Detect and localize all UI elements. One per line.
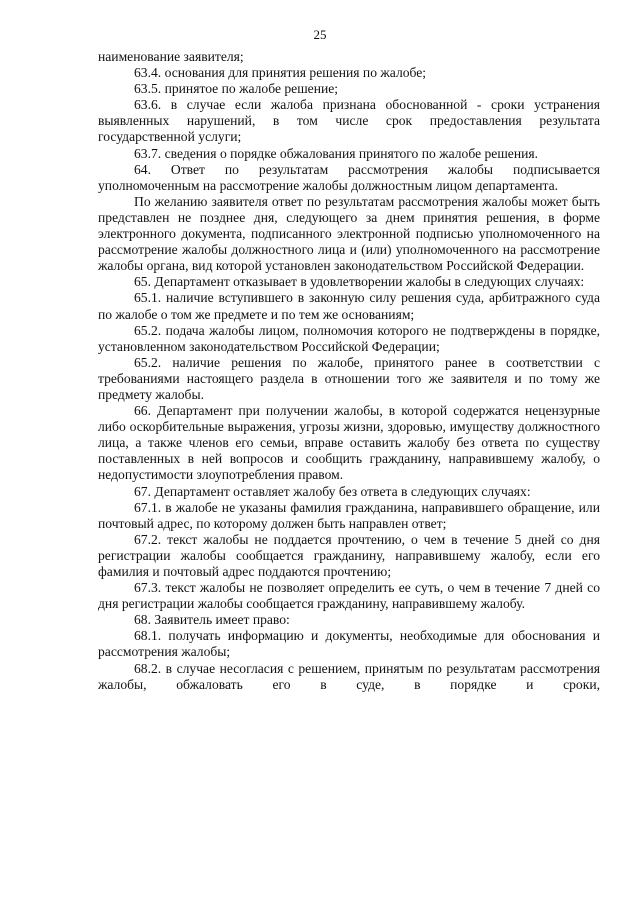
page-number: 25 <box>313 27 327 42</box>
paragraph: 67.3. текст жалобы не позволяет определить ее суть, о чем в течение 7 дней со дня регистрации жалобы сообщается гражданину, направившему жалобу. <box>98 580 600 612</box>
paragraph: 68.1. получать информацию и документы, необходимые для обоснования и рассмотрения жалобы; <box>98 628 600 660</box>
paragraph: 63.7. сведения о порядке обжалования принятого по жалобе решения. <box>134 145 539 161</box>
paragraph: 65.1. наличие вступившего в законную силу решения суда, арбитражного суда по жалобе о том же предмете и по тем же основаниям; <box>98 290 600 322</box>
paragraph: По желанию заявителя ответ по результатам рассмотрения жалобы может быть представлен не позднее дня, следующего за днем принятия решения, в форме электронного документа, подписанного электронной подписью уполномоченного на рассмотрение жалобы должностного лица и (или) уполномоченного на рассмотрение жалобы органа, вид которой установлен законодательством Российской Федерации. <box>98 193 600 274</box>
paragraph: 63.5. принятое по жалобе решение; <box>134 81 339 97</box>
document-body <box>98 49 600 693</box>
paragraph: 68. Заявитель имеет право: <box>134 612 290 628</box>
paragraph: 67.1. в жалобе не указаны фамилия гражданина, направившего обращение, или почтовый адрес, по которому должен быть направлен ответ; <box>98 499 600 531</box>
paragraph: 63.4. основания для принятия решения по жалобе; <box>134 65 427 81</box>
paragraph: 65.2. наличие решения по жалобе, принятого ранее в соответствии с требованиями настоящего раздела в отношении того же заявителя и по тому же предмету жалобы. <box>98 354 600 402</box>
paragraph: 65. Департамент отказывает в удовлетворении жалобы в следующих случаях: <box>134 274 585 290</box>
paragraph: 67.2. текст жалобы не поддается прочтению, о чем в течение 5 дней со дня регистрации жалобы сообщается гражданину, направившему жалобу, если его фамилия и почтовый адрес поддаются прочтению; <box>98 531 600 579</box>
paragraph: 67. Департамент оставляет жалобу без ответа в следующих случаях: <box>134 483 531 499</box>
paragraph: 65.2. подача жалобы лицом, полномочия которого не подтверждены в порядке, установленном законодательством Российской Федерации; <box>98 322 600 354</box>
paragraph: наименование заявителя; <box>98 49 244 64</box>
paragraph: 66. Департамент при получении жалобы, в которой содержатся нецензурные либо оскорбительные выражения, угрозы жизни, здоровью, имуществу должностного лица, а также членов его семьи, вправе оставить жалобу без ответа по существу поставленных в ней вопросов и сообщить гражданину, направившему жалобу, о недопустимости злоупотребления правом. <box>98 403 600 483</box>
paragraph: 68.2. в случае несогласия с решением, принятым по результатам рассмотрения жалобы, обжаловать его в суде, в порядке и сроки, <box>98 660 600 692</box>
paragraph: 64. Ответ по результатам рассмотрения жалобы подписывается уполномоченным на рассмотрение жалобы должностным лицом департамента. <box>98 161 600 193</box>
paragraph: 63.6. в случае если жалоба признана обоснованной - сроки устранения выявленных нарушений, в том числе срок предоставления результата государственной услуги; <box>98 97 600 145</box>
